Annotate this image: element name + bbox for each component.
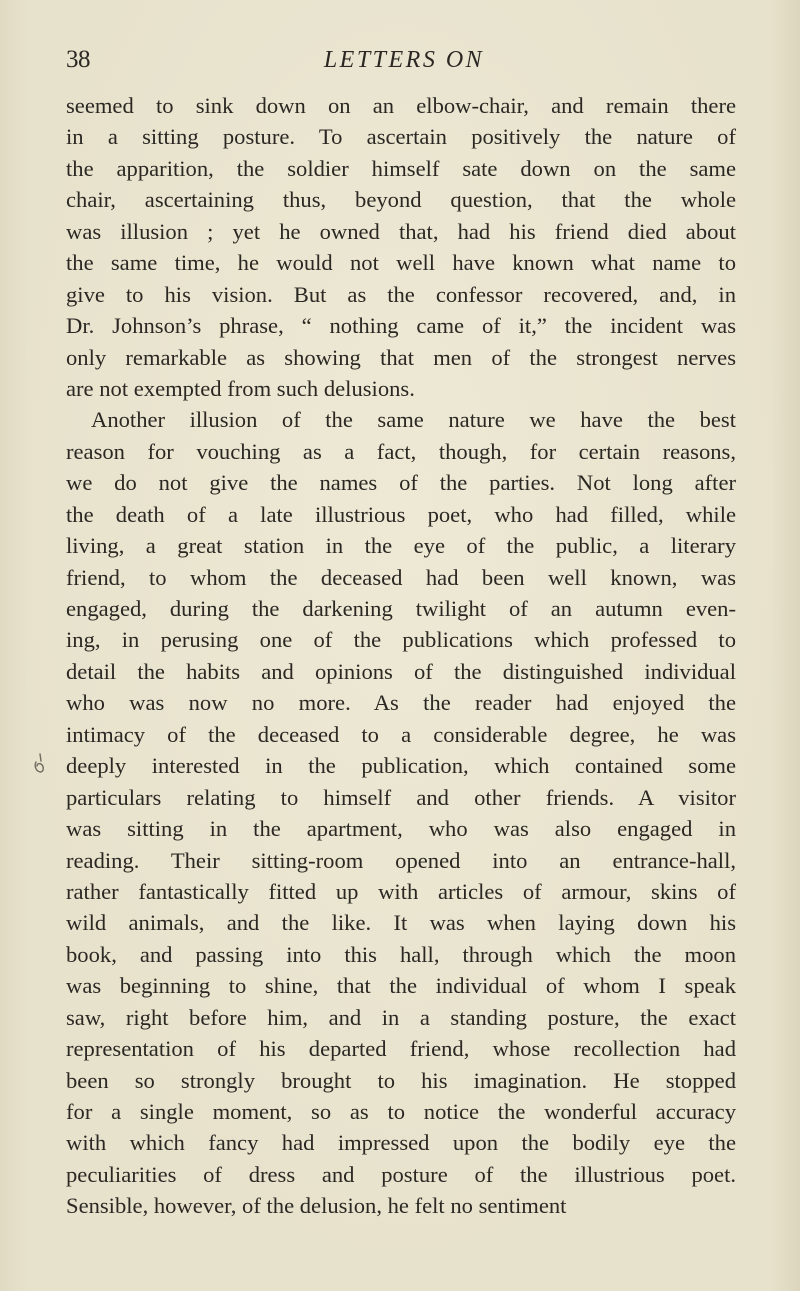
text-line: saw, right before him, and in a standing posture, the exact (66, 1004, 736, 1030)
text-line: with which fancy had impressed upon the bodily eye the (66, 1130, 736, 1156)
text-line: only remarkable as showing that men of the strongest nerves (66, 344, 736, 370)
text-line: ing, in perusing one of the publications which professed to (66, 627, 736, 653)
text-line: give to his vision. But as the confessor recovered, and, in (66, 281, 736, 307)
margin-pencil-mark-icon (32, 752, 46, 776)
text-line: the same time, he would not well have known what name to (66, 250, 736, 276)
text-line: living, a great station in the eye of the public, a literary (66, 533, 736, 559)
body-text (66, 90, 736, 1222)
text-line: for a single moment, so as to notice the wonderful accuracy (66, 1099, 736, 1124)
text-line: peculiarities of dress and posture of the illustrious poet. (66, 1161, 736, 1187)
text-line: book, and passing into this hall, through which the moon (66, 941, 736, 967)
text-line: reading. Their sitting-room opened into an entrance-hall, (66, 847, 736, 873)
page-header (66, 42, 736, 78)
text-line: Dr. Johnson’s phrase, “ nothing came of it,” the incident was (66, 313, 736, 339)
text-line: we do not give the names of the parties. Not long after (66, 470, 736, 496)
text-line: Sensible, however, of the delusion, he felt no sentiment (66, 1193, 567, 1219)
running-head: LETTERS ON (323, 47, 485, 73)
text-line: seemed to sink down on an elbow-chair, and remain there (66, 93, 736, 118)
text-line: the apparition, the soldier himself sate down on the same (66, 155, 736, 181)
text-line: in a sitting posture. To ascertain positively the nature of (66, 124, 736, 150)
text-line: reason for vouching as a fact, though, for certain reasons, (66, 438, 736, 464)
text-line: representation of his departed friend, whose recollection had (66, 1036, 736, 1062)
page-number: 38 (66, 46, 90, 73)
text-line: was beginning to shine, that the individual of whom I speak (66, 973, 736, 999)
text-line: particulars relating to himself and other friends. A visitor (66, 784, 736, 810)
text-line: friend, to whom the deceased had been well known, was (66, 564, 736, 590)
text-line: who was now no more. As the reader had enjoyed the (66, 690, 736, 716)
text-line: deeply interested in the publication, which contained some (66, 753, 736, 779)
text-line: was sitting in the apartment, who was also engaged in (66, 816, 736, 842)
text-line: the death of a late illustrious poet, who had filled, while (66, 501, 736, 527)
text-line: wild animals, and the like. It was when laying down his (66, 910, 736, 936)
text-line: engaged, during the darkening twilight of an autumn even- (66, 596, 736, 621)
text-line: chair, ascertaining thus, beyond question, that the whole (66, 187, 736, 213)
text-line: intimacy of the deceased to a considerable degree, he was (66, 721, 736, 747)
text-line: been so strongly brought to his imagination. He stopped (66, 1067, 736, 1093)
text-line: are not exempted from such delusions. (66, 375, 415, 401)
text-line: rather fantastically fitted up with articles of armour, skins of (66, 878, 736, 904)
text-line: was illusion ; yet he owned that, had his friend died about (66, 218, 736, 244)
text-line: detail the habits and opinions of the distinguished individual (66, 658, 736, 684)
text-line: Another illusion of the same nature we have the best (91, 407, 736, 433)
